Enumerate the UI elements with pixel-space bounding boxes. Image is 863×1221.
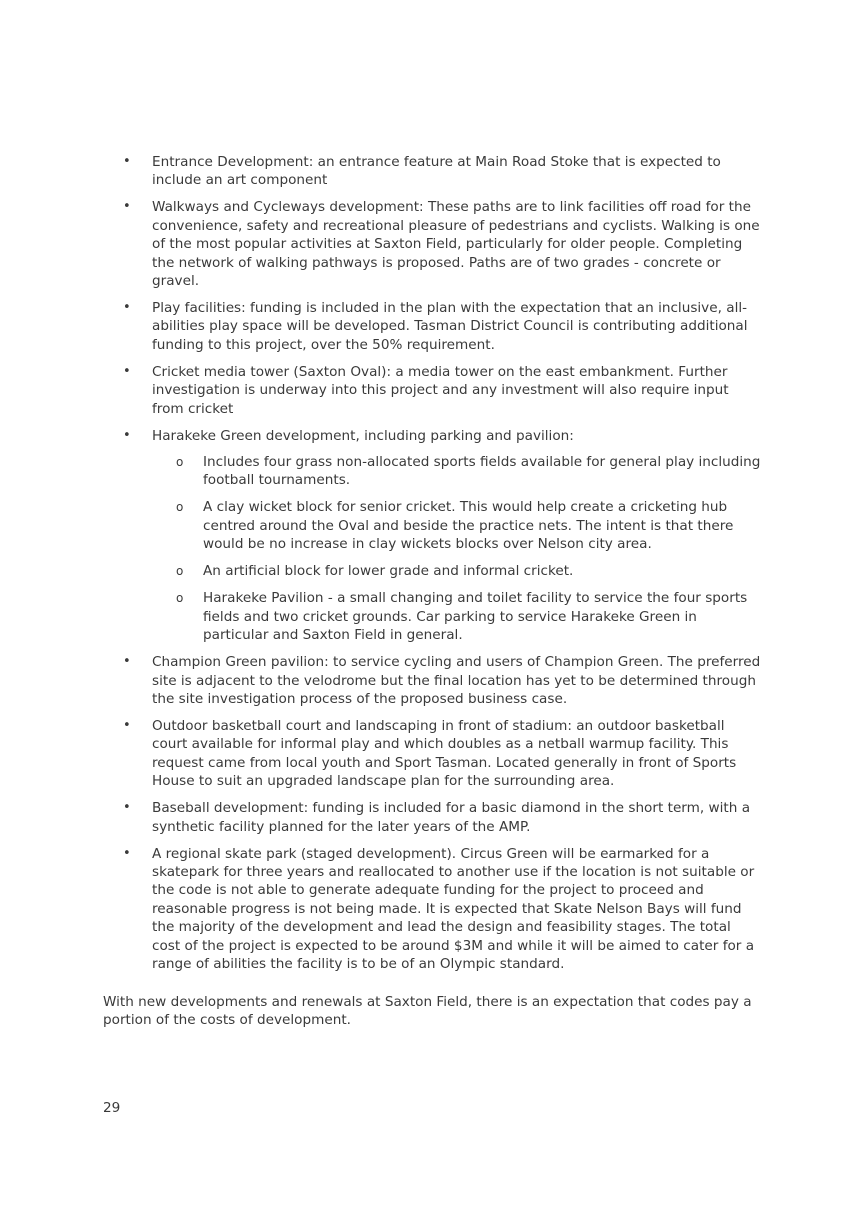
list-item xyxy=(103,845,763,974)
list-item-text: Entrance Development: an entrance feature at Main Road Stoke that is expected to include an art component xyxy=(152,154,721,189)
list-item-text: Cricket media tower (Saxton Oval): a media tower on the east embankment. Further investigation is underway into this project and any investment will also require input from cricket xyxy=(152,363,729,417)
list-item-text: Champion Green pavilion: to service cycling and users of Champion Green. The preferred site is adjacent to the velodrome but the final location has yet to be determined through the site investigation process of the proposed business case. xyxy=(152,654,761,707)
list-item-text: Walkways and Cycleways development: These paths are to link facilities off road for the convenience, safety and recreational pleasure of pedestrians and cyclists. Walking is one of the most popular activities at Saxton Field, particularly for older people. Completing the network of walking pathways is proposed. Paths are of two grades - concrete or gravel. xyxy=(152,199,760,290)
bullet-icon: • xyxy=(123,427,131,443)
sub-list-item-text: Includes four grass non-allocated sports fields available for general play including football tournaments. xyxy=(203,454,761,489)
list-item xyxy=(103,717,763,791)
bullet-icon: • xyxy=(123,363,131,379)
list-item-text: Harakeke Green development, including parking and pavilion: xyxy=(152,427,574,444)
list-item xyxy=(103,363,763,418)
list-item-text: Baseball development: funding is included for a basic diamond in the short term, with a synthetic facility planned for the later years of the AMP. xyxy=(152,800,751,835)
list-item-text: A regional skate park (staged development). Circus Green will be earmarked for a skatepark for three years and reallocated to another use if the location is not suitable or the code is not able to generate adequate funding for the project to proceed and reasonable progress is not being made. It is expected that Skate Nelson Bays will fund the majority of the development and lead the design and feasibility stages. The total cost of the project is expected to be around $3M and while it will be aimed to cater for a range of abilities the facility is to be of an Olympic standard. xyxy=(152,845,755,972)
circle-bullet-icon: o xyxy=(176,500,184,515)
page-number: 29 xyxy=(103,1100,121,1116)
closing-paragraph: With new developments and renewals at Saxton Field, there is an expectation that codes pay a portion of the costs of development. xyxy=(103,994,752,1029)
list-item-text: Outdoor basketball court and landscaping in front of stadium: an outdoor basketball court available for informal play and which doubles as a netball warmup facility. This request came from local youth and Sport Tasman. Located generally in front of Sports House to suit an upgraded landscape plan for the surrounding area. xyxy=(152,717,737,790)
bullet-icon: • xyxy=(123,654,131,670)
bullet-icon: • xyxy=(123,300,131,316)
bullet-icon: • xyxy=(123,199,131,215)
list-item xyxy=(103,653,763,708)
list-item xyxy=(103,198,763,290)
list-item xyxy=(103,799,763,836)
list-item xyxy=(103,299,763,354)
sub-list-item-text: A clay wicket block for senior cricket. This would help create a cricketing hub centred around the Oval and beside the practice nets. The intent is that there would be no increase in clay wickets blocks over Nelson city area. xyxy=(203,499,734,553)
bullet-icon: • xyxy=(123,800,131,816)
bullet-icon: • xyxy=(123,154,131,169)
sub-list-item-text: An artificial block for lower grade and informal cricket. xyxy=(203,563,574,580)
sub-bullet-list xyxy=(152,453,763,644)
circle-bullet-icon: o xyxy=(176,591,184,606)
circle-bullet-icon: o xyxy=(176,564,184,579)
list-item xyxy=(103,427,763,645)
list-item xyxy=(103,153,763,190)
sub-list-item xyxy=(152,589,763,644)
list-item-text: Play facilities: funding is included in the plan with the expectation that an inclusive, all-abilities play space will be developed. Tasman District Council is contributing additional funding to this project, over the 50% requirement. xyxy=(152,300,748,353)
circle-bullet-icon: o xyxy=(176,455,184,470)
bullet-icon: • xyxy=(123,845,131,861)
sub-list-item xyxy=(152,453,763,490)
bullet-list xyxy=(103,153,763,982)
sub-list-item xyxy=(152,498,763,553)
sub-list-item-text: Harakeke Pavilion - a small changing and toilet facility to service the four sports fields and two cricket grounds. Car parking to service Harakeke Green in particular and Saxton Field in general. xyxy=(203,590,748,644)
sub-list-item xyxy=(152,562,763,580)
bullet-icon: • xyxy=(123,717,131,733)
